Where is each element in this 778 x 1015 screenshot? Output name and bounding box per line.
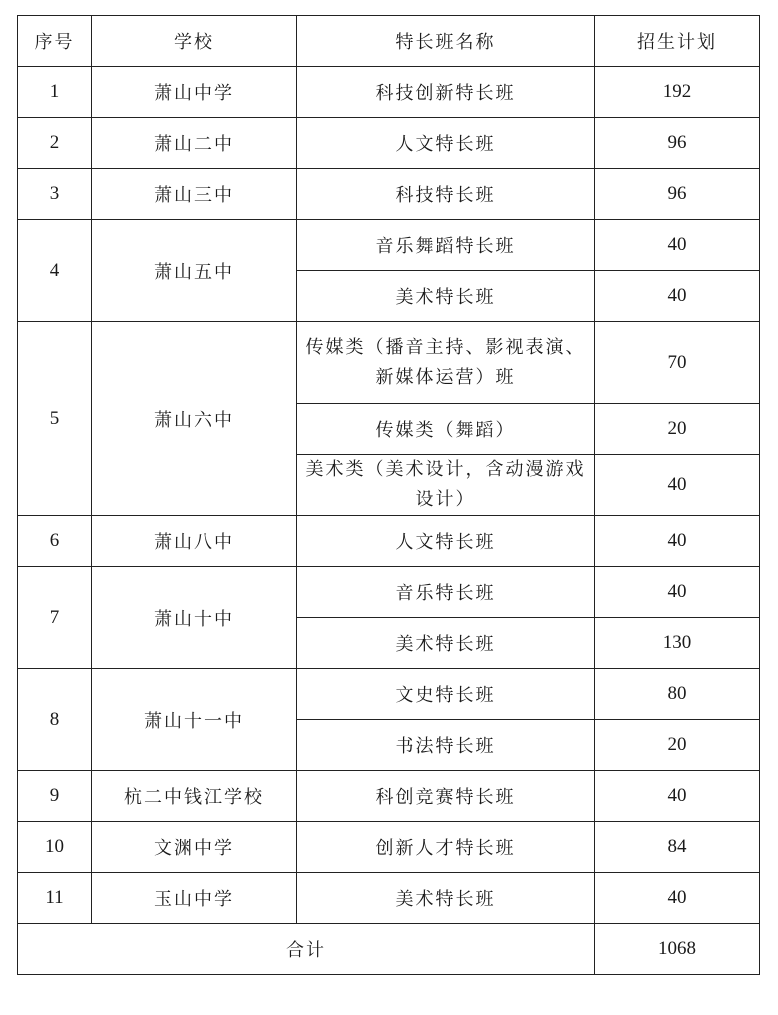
school-name: 萧山十中 [92,567,297,669]
row-index: 8 [18,669,92,771]
enrollment-plan: 70 [595,322,760,404]
enrollment-plan: 40 [595,567,760,618]
class-name-text: 美术类（美术设计，含动漫游戏设计） [305,459,586,510]
class-name: 科技特长班 [297,169,595,220]
table-row [18,220,760,271]
row-index: 7 [18,567,92,669]
table-row [18,322,760,404]
table-row [18,118,760,169]
table-row [18,873,760,924]
table-row [18,771,760,822]
class-name: 音乐舞蹈特长班 [297,220,595,271]
row-index: 5 [18,322,92,516]
table-row [18,516,760,567]
school-name: 文渊中学 [92,822,297,873]
table-row [18,169,760,220]
class-name: 人文特长班 [297,118,595,169]
enrollment-plan: 40 [595,220,760,271]
class-name: 美术特长班 [297,873,595,924]
school-name: 萧山三中 [92,169,297,220]
header-row [18,16,760,67]
class-name [297,455,595,516]
header-school: 学校 [92,16,297,67]
row-index: 1 [18,67,92,118]
row-index: 10 [18,822,92,873]
class-name: 科创竞赛特长班 [297,771,595,822]
header-enrollment: 招生计划 [595,16,760,67]
enrollment-plan: 20 [595,720,760,771]
row-index: 2 [18,118,92,169]
total-row [18,924,760,975]
class-name: 文史特长班 [297,669,595,720]
enrollment-plan: 192 [595,67,760,118]
class-name: 美术特长班 [297,618,595,669]
header-class-name: 特长班名称 [297,16,595,67]
school-name: 萧山五中 [92,220,297,322]
header-index: 序号 [18,16,92,67]
class-name: 美术特长班 [297,271,595,322]
enrollment-plan: 40 [595,455,760,516]
table-row [18,669,760,720]
enrollment-plan: 20 [595,404,760,455]
table-row [18,822,760,873]
class-name: 创新人才特长班 [297,822,595,873]
enrollment-plan: 96 [595,118,760,169]
class-name: 传媒类（舞蹈） [297,404,595,455]
enrollment-plan: 40 [595,271,760,322]
total-label: 合计 [18,924,595,975]
school-name: 萧山二中 [92,118,297,169]
school-name: 萧山六中 [92,322,297,516]
row-index: 6 [18,516,92,567]
table-row [18,567,760,618]
enrollment-table [17,15,760,975]
enrollment-plan: 80 [595,669,760,720]
enrollment-plan: 130 [595,618,760,669]
row-index: 4 [18,220,92,322]
enrollment-plan: 40 [595,516,760,567]
school-name: 萧山中学 [92,67,297,118]
enrollment-plan: 40 [595,771,760,822]
school-name: 萧山十一中 [92,669,297,771]
row-index: 11 [18,873,92,924]
row-index: 9 [18,771,92,822]
enrollment-plan: 40 [595,873,760,924]
enrollment-plan: 96 [595,169,760,220]
class-name-text: 传媒类（播音主持、影视表演、新媒体运营）班 [305,336,586,388]
school-name: 杭二中钱江学校 [92,771,297,822]
class-name: 音乐特长班 [297,567,595,618]
row-index: 3 [18,169,92,220]
class-name: 书法特长班 [297,720,595,771]
school-name: 萧山八中 [92,516,297,567]
class-name: 人文特长班 [297,516,595,567]
class-name: 科技创新特长班 [297,67,595,118]
table-row [18,67,760,118]
school-name: 玉山中学 [92,873,297,924]
total-value: 1068 [595,924,760,975]
class-name [297,322,595,404]
enrollment-plan: 84 [595,822,760,873]
